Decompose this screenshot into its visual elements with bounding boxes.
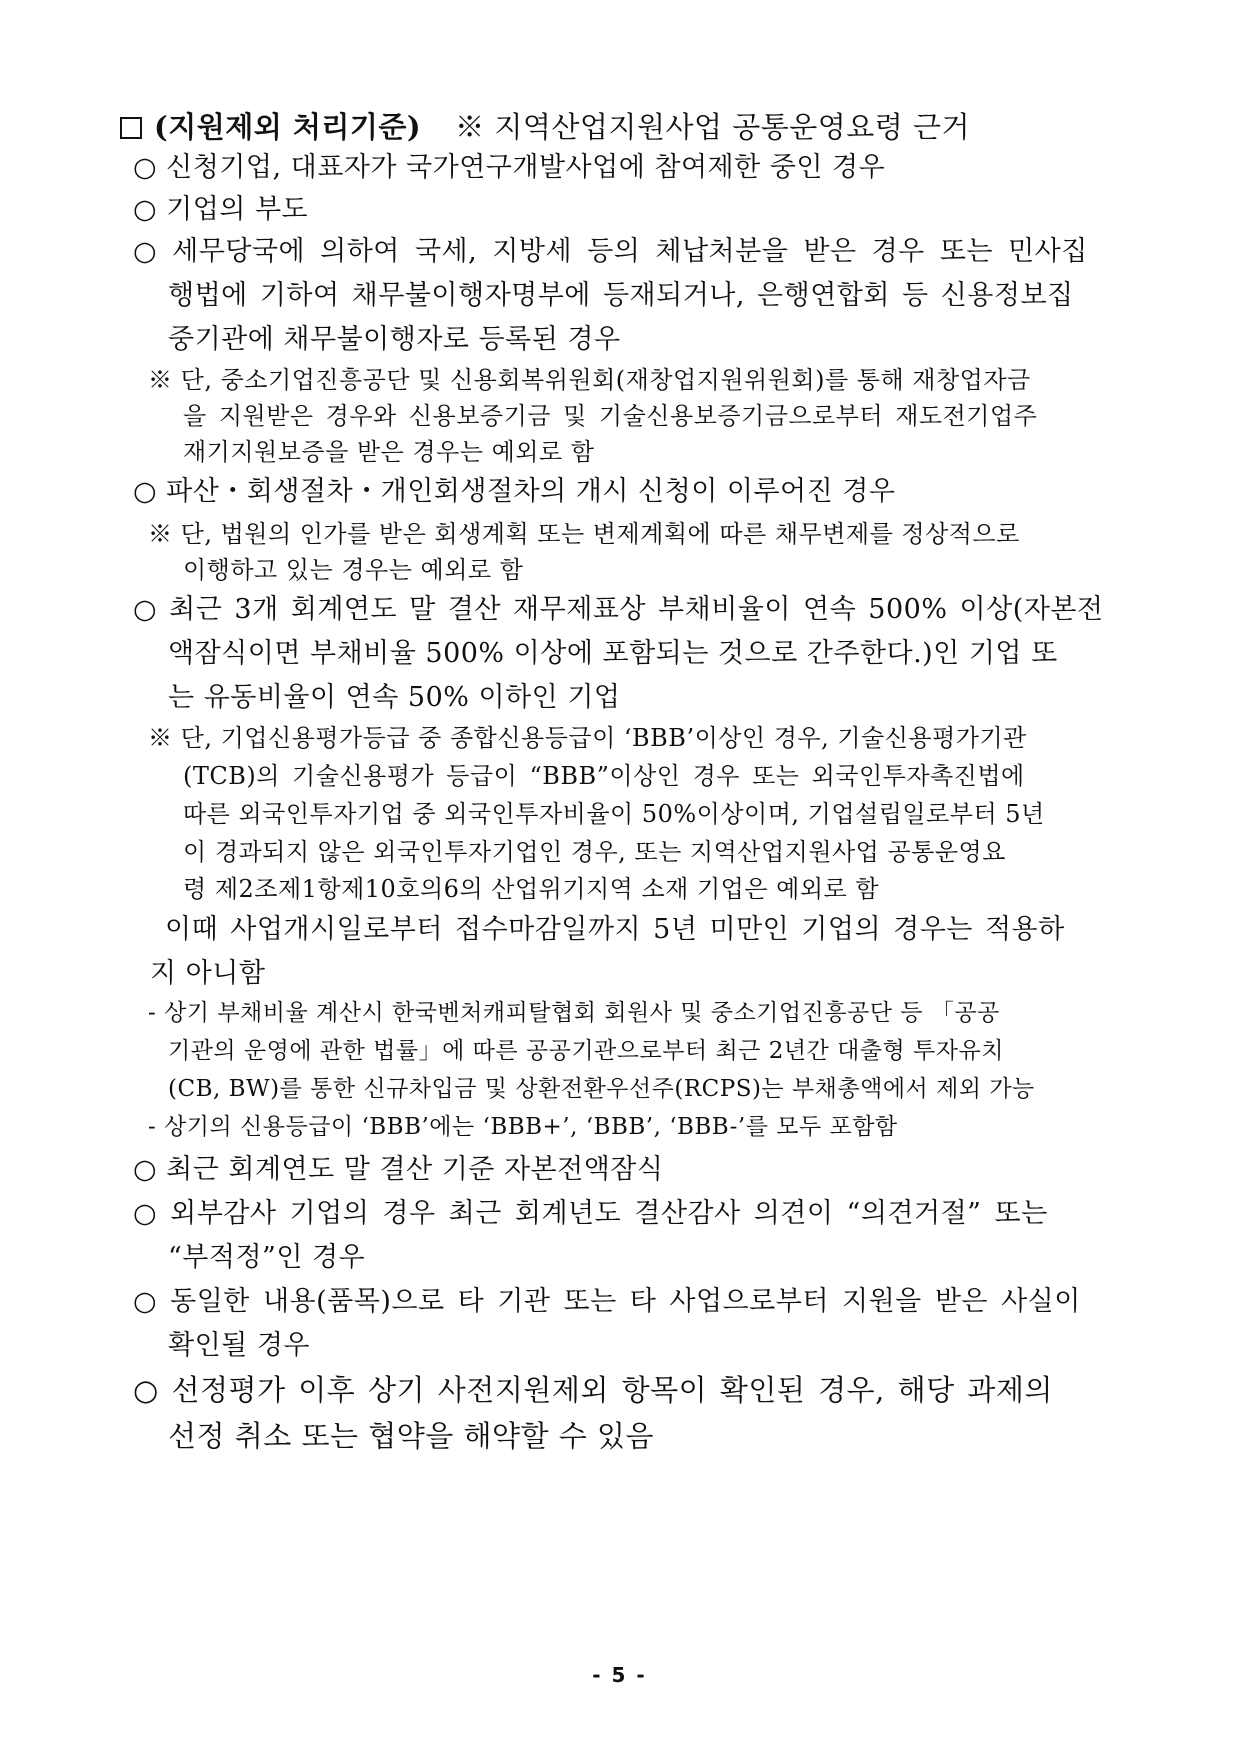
list-item: ○ 파산・회생절차・개인회생절차의 개시 신청이 이루어진 경우 (133, 476, 896, 507)
note-item: ※ 단, 중소기업진흥공단 및 신용회복위원회(재창업지원위원회)를 통해 재창업자금 (148, 366, 1031, 394)
note-continuation: 이행하고 있는 경우는 예외로 함 (183, 556, 524, 584)
note-continuation: 따른 외국인투자기업 중 외국인투자비율이 50%이상이며, 기업설립일로부터 5년 (183, 800, 1045, 828)
section-title: (지원제외 처리기준) (154, 110, 422, 144)
list-item-continuation: 액잠식이면 부채비율 500% 이상에 포함되는 것으로 간주한다.)인 기업 또 (168, 638, 1058, 669)
list-item: ○ 신청기업, 대표자가 국가연구개발사업에 참여제한 중인 경우 (133, 152, 886, 183)
dash-item-continuation: 기관의 운영에 관한 법률」에 따른 공공기관으로부터 최근 2년간 대출형 투자유치 (168, 1038, 1004, 1064)
list-item-continuation: 는 유동비율이 연속 50% 이하인 기업 (168, 682, 621, 713)
checkbox-square-icon (120, 117, 142, 139)
list-item-continuation: 선정 취소 또는 협약을 해약할 수 있음 (168, 1419, 655, 1453)
note-item: ※ 단, 법원의 인가를 받은 회생계획 또는 변제계획에 따른 채무변제를 정상적으로 (148, 520, 1020, 548)
note-continuation: (TCB)의 기술신용평가 등급이 “BBB”이상인 경우 또는 외국인투자촉진법에 (183, 762, 1025, 790)
note-item: ※ 단, 기업신용평가등급 중 종합신용등급이 ‘BBB’이상인 경우, 기술신용평가기관 (148, 724, 1027, 752)
section-reference-note: ※ 지역산업지원사업 공통운영요령 근거 (455, 110, 971, 144)
section-heading (120, 110, 971, 144)
list-item: ○ 동일한 내용(품목)으로 타 기관 또는 타 사업으로부터 지원을 받은 사실이 (133, 1286, 1081, 1317)
paragraph-line: 이때 사업개시일로부터 접수마감일까지 5년 미만인 기업의 경우는 적용하 (165, 914, 1065, 945)
list-item: ○ 외부감사 기업의 경우 최근 회계년도 결산감사 의견이 “의견거절” 또는 (133, 1198, 1048, 1229)
list-item-continuation: 확인될 경우 (168, 1330, 310, 1361)
list-item-continuation: “부적정”인 경우 (168, 1242, 366, 1273)
list-item: ○ 최근 3개 회계연도 말 결산 재무제표상 부채비율이 연속 500% 이상(자본전 (133, 594, 1104, 625)
dash-item: - 상기 부채비율 계산시 한국벤처캐피탈협회 회원사 및 중소기업진흥공단 등 「공공 (148, 1000, 1000, 1026)
dash-item-continuation: (CB, BW)를 통한 신규차입금 및 상환전환우선주(RCPS)는 부채총액에서 제외 가능 (168, 1076, 1035, 1102)
paragraph-line: 지 아니함 (150, 958, 266, 989)
list-item-continuation: 중기관에 채무불이행자로 등록된 경우 (168, 324, 621, 355)
list-item: ○ 선정평가 이후 상기 사전지원제외 항목이 확인된 경우, 해당 과제의 (133, 1373, 1053, 1407)
list-item: ○ 세무당국에 의하여 국세, 지방세 등의 체납처분을 받은 경우 또는 민사집 (133, 236, 1088, 267)
list-item: ○ 최근 회계연도 말 결산 기준 자본전액잠식 (133, 1154, 664, 1185)
note-continuation: 을 지원받은 경우와 신용보증기금 및 기술신용보증기금으로부터 재도전기업주 (183, 402, 1038, 430)
list-item-continuation: 행법에 기하여 채무불이행자명부에 등재되거나, 은행연합회 등 신용정보집 (168, 280, 1074, 311)
page-number: - 5 - (592, 1663, 647, 1687)
list-item: ○ 기업의 부도 (133, 194, 309, 225)
note-continuation: 령 제2조제1항제10호의6의 산업위기지역 소재 기업은 예외로 함 (183, 875, 880, 903)
note-continuation: 이 경과되지 않은 외국인투자기업인 경우, 또는 지역산업지원사업 공통운영요 (183, 838, 1006, 866)
note-continuation: 재기지원보증을 받은 경우는 예외로 함 (183, 438, 595, 466)
dash-item: - 상기의 신용등급이 ‘BBB’에는 ‘BBB+’, ‘BBB’, ‘BBB-’를 모두 포함함 (148, 1114, 898, 1140)
